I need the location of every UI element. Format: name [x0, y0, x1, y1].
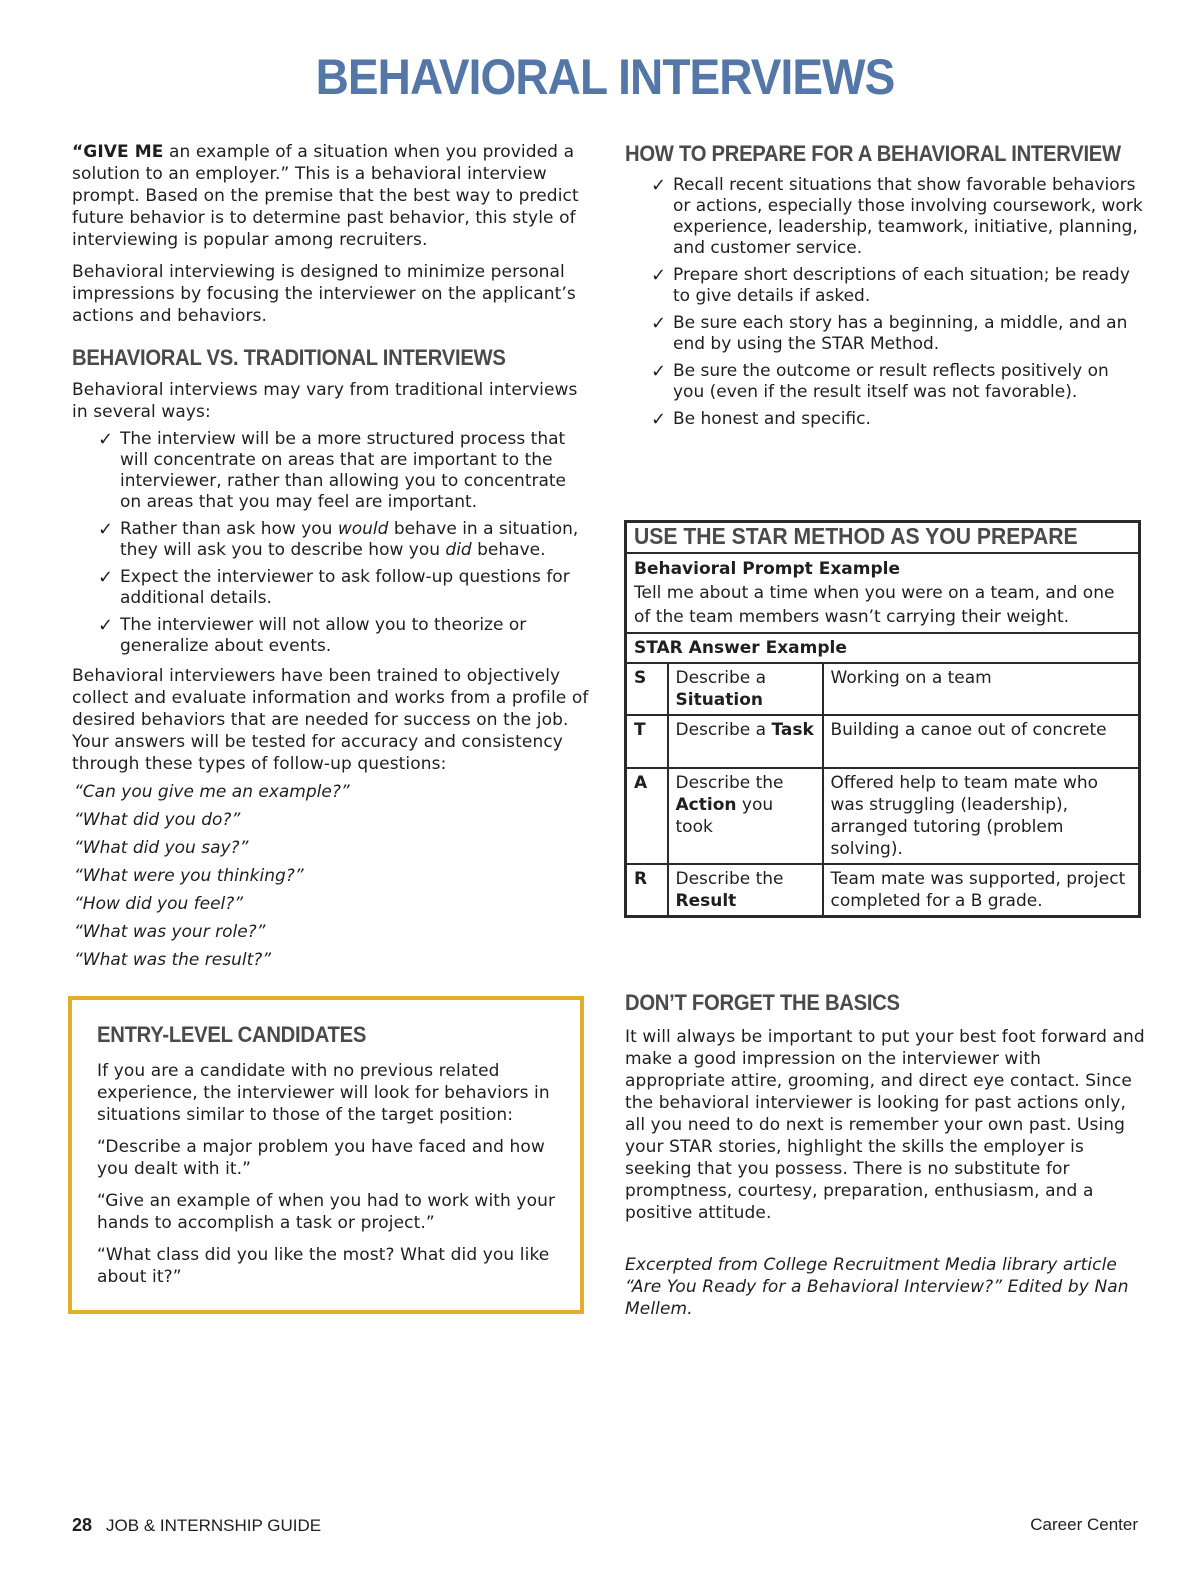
vs-heading: BEHAVIORAL VS. TRADITIONAL INTERVIEWS	[72, 345, 506, 370]
basics-heading: DON’T FORGET THE BASICS	[625, 990, 900, 1015]
star-letter: T	[626, 715, 668, 768]
star-description: Describe the Action you took	[668, 768, 823, 864]
check-icon: ✓	[98, 429, 114, 450]
entry-question: “Give an example of when you had to work with your hands to accomplish a task or project.”	[97, 1191, 556, 1233]
check-icon: ✓	[98, 519, 114, 540]
intro-paragraph-2: Behavioral interviewing is designed to minimize personal impressions by focusing the interviewer on the applicant’s actions and behaviors.	[72, 262, 576, 326]
table-row	[626, 633, 1140, 663]
followup-questions	[72, 781, 592, 971]
followup-question: “What was the result?”	[74, 950, 272, 970]
check-icon: ✓	[98, 567, 114, 588]
table-row	[626, 663, 1140, 715]
star-letter: S	[626, 663, 668, 715]
check-icon: ✓	[651, 313, 667, 334]
list-item: ✓ Recall recent situations that show favorable behaviors or actions, especially those involving coursework, work experience, leadership, teamwork, initiative, planning, and customer service.	[651, 175, 1143, 258]
intro-paragraph	[72, 141, 592, 251]
followup-question: “How did you feel?”	[74, 894, 244, 914]
prepare-checklist	[625, 175, 1145, 430]
list-item: ✓ Be honest and specific.	[651, 409, 871, 430]
followup-question: “Can you give me an example?”	[74, 782, 350, 802]
prepare-heading: HOW TO PREPARE FOR A BEHAVIORAL INTERVIEW	[625, 141, 1121, 166]
prepare-section	[625, 141, 1145, 436]
table-row	[626, 553, 1140, 633]
table-row	[626, 864, 1140, 917]
list-item: ✓ Be sure each story has a beginning, a middle, and an end by using the STAR Method.	[651, 313, 1128, 354]
trained-paragraph: Behavioral interviewers have been trained to objectively collect and evaluate information and works from a profile of desired behaviors that are needed for success on the job. Your answers will be tested for accuracy and consistency through these types of follow-up questions:	[72, 666, 589, 774]
star-description: Describe the Result	[668, 864, 823, 917]
entry-level-box	[68, 996, 584, 1314]
check-icon: ✓	[651, 265, 667, 286]
basics-section	[625, 990, 1145, 1330]
check-icon: ✓	[651, 361, 667, 382]
prompt-label: Behavioral Prompt Example	[634, 559, 900, 579]
star-description: Describe a Situation	[668, 663, 823, 715]
star-letter: R	[626, 864, 668, 917]
footer-right: Career Center	[1030, 1515, 1138, 1534]
footer-left	[72, 1515, 321, 1536]
left-column	[72, 141, 592, 977]
check-icon: ✓	[651, 409, 667, 430]
check-icon: ✓	[651, 175, 667, 196]
entry-question: “What class did you like the most? What did you like about it?”	[97, 1245, 550, 1287]
star-method-table	[624, 520, 1141, 918]
list-item: ✓ Rather than ask how you would behave in a situation, they will ask you to describe how you did behave.	[98, 519, 579, 560]
followup-question: “What did you do?”	[74, 810, 241, 830]
list-item: ✓ Expect the interviewer to ask follow-up questions for additional details.	[98, 567, 570, 608]
star-letter: A	[626, 768, 668, 864]
entry-question: “Describe a major problem you have faced and how you dealt with it.”	[97, 1137, 545, 1179]
page-number: 28	[72, 1515, 93, 1535]
intro-lead: “GIVE ME	[72, 142, 164, 162]
vs-intro: Behavioral interviews may vary from traditional interviews in several ways:	[72, 380, 578, 422]
vs-checklist	[72, 429, 592, 657]
star-heading: USE THE STAR METHOD AS YOU PREPARE	[634, 523, 1078, 549]
answer-label: STAR Answer Example	[626, 633, 1140, 663]
credit-text: Excerpted from College Recruitment Media library article “Are You Ready for a Behavioral Interview?” Edited by Nan Mellem.	[625, 1255, 1129, 1319]
star-example: Building a canoe out of concrete	[823, 715, 1140, 768]
page-title: BEHAVIORAL INTERVIEWS	[315, 49, 895, 105]
entry-heading: ENTRY-LEVEL CANDIDATES	[97, 1022, 367, 1047]
star-example: Working on a team	[823, 663, 1140, 715]
table-row	[626, 522, 1140, 554]
intro-rest: an example of a situation when you provided a solution to an employer.” This is a behavioral interview prompt. Based on the premise that the best way to predict future behavior is to determine past behavior, this style of interviewing is popular among recruiters.	[72, 142, 579, 250]
list-item: ✓ Prepare short descriptions of each situation; be ready to give details if asked.	[651, 265, 1130, 306]
table-row	[626, 768, 1140, 864]
followup-question: “What was your role?”	[74, 922, 266, 942]
table-row	[626, 715, 1140, 768]
list-item: ✓ Be sure the outcome or result reflects positively on you (even if the result itself was not favorable).	[651, 361, 1109, 402]
guide-title: JOB & INTERNSHIP GUIDE	[106, 1516, 322, 1535]
star-example: Team mate was supported, project completed for a B grade.	[823, 864, 1140, 917]
list-item: ✓ The interviewer will not allow you to theorize or generalize about events.	[98, 615, 527, 656]
star-description: Describe a Task	[668, 715, 823, 768]
star-example: Offered help to team mate who was struggling (leadership), arranged tutoring (problem solving).	[823, 768, 1140, 864]
list-item: ✓ The interview will be a more structured process that will concentrate on areas that are important to the interviewer, rather than allowing you to concentrate on areas that you may feel are important.	[98, 429, 567, 512]
check-icon: ✓	[98, 615, 114, 636]
entry-intro: If you are a candidate with no previous related experience, the interviewer will look for behaviors in situations similar to those of the target position:	[97, 1061, 550, 1125]
prompt-text: Tell me about a time when you were on a team, and one of the team members wasn’t carrying their weight.	[634, 583, 1115, 627]
basics-text: It will always be important to put your best foot forward and make a good impression on the interviewer with appropriate attire, grooming, and direct eye contact. Since the behavioral interviewer is looking for past actions only, all you need to do next is remember your own past. Using your STAR stories, highlight the skills the employer is seeking that you possess. There is no substitute for promptness, courtesy, preparation, enthusiasm, and a positive attitude.	[625, 1027, 1145, 1223]
followup-question: “What were you thinking?”	[74, 866, 304, 886]
followup-question: “What did you say?”	[74, 838, 249, 858]
